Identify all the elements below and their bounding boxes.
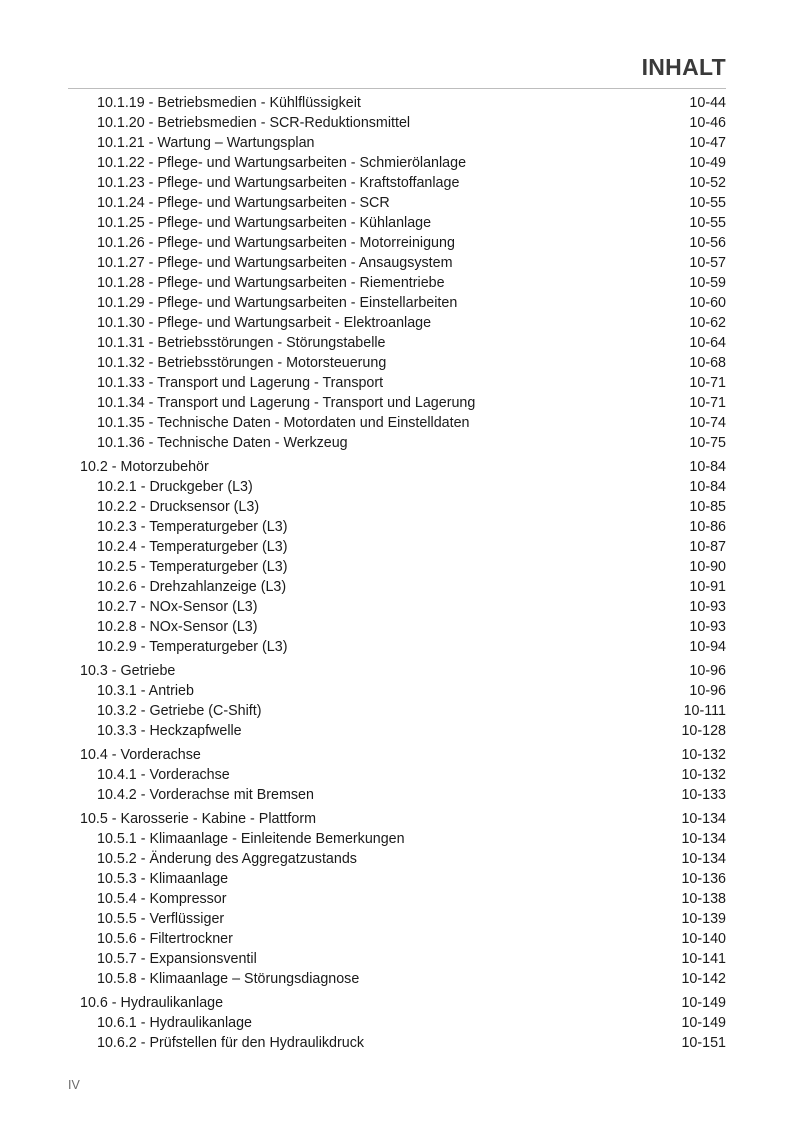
toc-subsection-entry[interactable]: [80, 597, 726, 617]
toc-entry-title: 10.5.6 - Filtertrockner: [97, 931, 233, 947]
toc-entry-page: 10-96: [689, 663, 726, 679]
toc-entry-title: 10.2.1 - Druckgeber (L3): [97, 479, 253, 495]
toc-entry-page: 10-75: [689, 435, 726, 451]
toc-subsection-entry[interactable]: [80, 497, 726, 517]
toc-subsection-entry[interactable]: [80, 681, 726, 701]
toc-subsection-entry[interactable]: [80, 849, 726, 869]
toc-subsection-entry[interactable]: [80, 929, 726, 949]
toc-entry-title: 10.2.8 - NOx-Sensor (L3): [97, 619, 258, 635]
toc-entry-title: 10.2.4 - Temperaturgeber (L3): [97, 539, 288, 555]
toc-entry-title: 10.5.3 - Klimaanlage: [97, 871, 229, 887]
toc-entry-title: 10.5.4 - Kompressor: [97, 891, 227, 907]
toc-entry-title: 10.1.21 - Wartung – Wartungsplan: [97, 135, 315, 151]
toc-subsection-entry[interactable]: [80, 969, 726, 989]
toc-subsection-entry[interactable]: [80, 133, 726, 153]
toc-entry-page: 10-138: [681, 891, 726, 907]
toc-entry-page: 10-57: [689, 255, 726, 271]
toc-entry-page: 10-93: [689, 619, 726, 635]
toc-subsection-entry[interactable]: [80, 637, 726, 657]
toc-entry-page: 10-94: [689, 639, 726, 655]
toc-entry-page: 10-91: [689, 579, 726, 595]
toc-subsection-entry[interactable]: [80, 1033, 726, 1053]
toc-entry-title: 10.1.34 - Transport und Lagerung - Transport und Lagerung: [97, 395, 476, 411]
toc-entry-title: 10.1.27 - Pflege- und Wartungsarbeiten - Ansaugsystem: [97, 255, 453, 271]
toc-entry-title: 10.2.7 - NOx-Sensor (L3): [97, 599, 258, 615]
toc-subsection-entry[interactable]: [80, 273, 726, 293]
toc-entry-page: 10-56: [689, 235, 726, 251]
toc-entry-page: 10-71: [689, 375, 726, 391]
toc-entry-page: 10-93: [689, 599, 726, 615]
toc-entry-title: 10.2.9 - Temperaturgeber (L3): [97, 639, 288, 655]
toc-subsection-entry[interactable]: [80, 829, 726, 849]
header-divider: [68, 88, 726, 89]
toc-entry-page: 10-71: [689, 395, 726, 411]
toc-subsection-entry[interactable]: [80, 701, 726, 721]
toc-entry-page: 10-128: [681, 723, 726, 739]
toc-entry-page: 10-132: [681, 747, 726, 763]
toc-entry-page: 10-142: [681, 971, 726, 987]
toc-entry-title: 10.5 - Karosserie - Kabine - Plattform: [80, 811, 316, 827]
toc-entry-page: 10-84: [689, 459, 726, 475]
toc-subsection-entry[interactable]: [80, 577, 726, 597]
toc-subsection-entry[interactable]: [80, 373, 726, 393]
toc-subsection-entry[interactable]: [80, 765, 726, 785]
toc-subsection-entry[interactable]: [80, 721, 726, 741]
toc-entry-page: 10-90: [689, 559, 726, 575]
toc-entry-title: 10.1.26 - Pflege- und Wartungsarbeiten - Motorreinigung: [97, 235, 455, 251]
toc-entry-title: 10.1.36 - Technische Daten - Werkzeug: [97, 435, 348, 451]
toc-entry-page: 10-59: [689, 275, 726, 291]
toc-entry-page: 10-74: [689, 415, 726, 431]
toc-entry-title: 10.3 - Getriebe: [80, 663, 176, 679]
toc-entry-page: 10-111: [683, 703, 726, 719]
toc-entry-page: 10-87: [689, 539, 726, 555]
toc-subsection-entry[interactable]: [80, 353, 726, 373]
toc-subsection-entry[interactable]: [80, 909, 726, 929]
toc-entry-title: 10.5.8 - Klimaanlage – Störungsdiagnose: [97, 971, 360, 987]
toc-entry-page: 10-139: [681, 911, 726, 927]
toc-entry-title: 10.4.2 - Vorderachse mit Bremsen: [97, 787, 314, 803]
toc-entry-title: 10.2.6 - Drehzahlanzeige (L3): [97, 579, 287, 595]
toc-subsection-entry[interactable]: [80, 517, 726, 537]
toc-entry-page: 10-64: [689, 335, 726, 351]
toc-subsection-entry[interactable]: [80, 113, 726, 133]
toc-entry-title: 10.1.19 - Betriebsmedien - Kühlflüssigkeit: [97, 95, 361, 111]
toc-entry-page: 10-44: [689, 95, 726, 111]
toc-entry-page: 10-60: [689, 295, 726, 311]
toc-subsection-entry[interactable]: [80, 869, 726, 889]
toc-subsection-entry[interactable]: [80, 537, 726, 557]
toc-entry-title: 10.1.23 - Pflege- und Wartungsarbeiten - Kraftstoffanlage: [97, 175, 460, 191]
toc-entry-page: 10-55: [689, 215, 726, 231]
toc-subsection-entry[interactable]: [80, 1013, 726, 1033]
toc-entry-title: 10.1.30 - Pflege- und Wartungsarbeit - Elektroanlage: [97, 315, 432, 331]
toc-entry-page: 10-52: [689, 175, 726, 191]
toc-entry-page: 10-134: [681, 831, 726, 847]
toc-subsection-entry[interactable]: [80, 889, 726, 909]
toc-entry-title: 10.1.24 - Pflege- und Wartungsarbeiten - SCR: [97, 195, 390, 211]
toc-subsection-entry[interactable]: [80, 413, 726, 433]
table-of-contents: [80, 93, 726, 1053]
toc-entry-title: 10.5.2 - Änderung des Aggregatzustands: [97, 851, 357, 867]
toc-subsection-entry[interactable]: [80, 785, 726, 805]
toc-entry-page: 10-149: [681, 995, 726, 1011]
toc-section-entry[interactable]: [80, 745, 726, 765]
toc-entry-title: 10.1.33 - Transport und Lagerung - Transport: [97, 375, 384, 391]
toc-entry-page: 10-149: [681, 1015, 726, 1031]
toc-entry-page: 10-47: [689, 135, 726, 151]
toc-subsection-entry[interactable]: [80, 213, 726, 233]
toc-subsection-entry[interactable]: [80, 233, 726, 253]
toc-entry-page: 10-96: [689, 683, 726, 699]
toc-entry-title: 10.6.1 - Hydraulikanlage: [97, 1015, 252, 1031]
toc-entry-page: 10-136: [681, 871, 726, 887]
toc-subsection-entry[interactable]: [80, 617, 726, 637]
toc-entry-title: 10.5.1 - Klimaanlage - Einleitende Bemerkungen: [97, 831, 405, 847]
toc-subsection-entry[interactable]: [80, 949, 726, 969]
toc-entry-page: 10-46: [689, 115, 726, 131]
toc-entry-page: 10-85: [689, 499, 726, 515]
toc-entry-title: 10.1.25 - Pflege- und Wartungsarbeiten - Kühlanlage: [97, 215, 432, 231]
toc-entry-title: 10.6.2 - Prüfstellen für den Hydraulikdruck: [97, 1035, 365, 1051]
toc-subsection-entry[interactable]: [80, 433, 726, 453]
toc-entry-title: 10.1.31 - Betriebsstörungen - Störungstabelle: [97, 335, 386, 351]
toc-entry-title: 10.1.32 - Betriebsstörungen - Motorsteuerung: [97, 355, 387, 371]
toc-entry-title: 10.2.3 - Temperaturgeber (L3): [97, 519, 288, 535]
toc-subsection-entry[interactable]: [80, 93, 726, 113]
toc-entry-title: 10.1.20 - Betriebsmedien - SCR-Reduktionsmittel: [97, 115, 411, 131]
toc-entry-title: 10.1.28 - Pflege- und Wartungsarbeiten - Riementriebe: [97, 275, 445, 291]
toc-section-entry[interactable]: [80, 993, 726, 1013]
toc-subsection-entry[interactable]: [80, 253, 726, 273]
toc-entry-title: 10.1.29 - Pflege- und Wartungsarbeiten - Einstellarbeiten: [97, 295, 458, 311]
toc-subsection-entry[interactable]: [80, 293, 726, 313]
toc-entry-title: 10.5.5 - Verflüssiger: [97, 911, 225, 927]
toc-entry-page: 10-49: [689, 155, 726, 171]
toc-entry-page: 10-86: [689, 519, 726, 535]
toc-entry-page: 10-68: [689, 355, 726, 371]
toc-entry-title: 10.3.1 - Antrieb: [97, 683, 194, 699]
page-title: INHALT: [641, 54, 726, 80]
toc-section-entry[interactable]: [80, 661, 726, 681]
toc-section-entry[interactable]: [80, 457, 726, 477]
toc-entry-page: 10-84: [689, 479, 726, 495]
toc-entry-title: 10.4 - Vorderachse: [80, 747, 201, 763]
toc-section-entry[interactable]: [80, 809, 726, 829]
toc-subsection-entry[interactable]: [80, 557, 726, 577]
toc-entry-title: 10.5.7 - Expansionsventil: [97, 951, 257, 967]
toc-entry-page: 10-132: [681, 767, 726, 783]
toc-subsection-entry[interactable]: [80, 333, 726, 353]
footer-page-number: IV: [68, 1078, 80, 1092]
toc-entry-page: 10-62: [689, 315, 726, 331]
toc-entry-title: 10.2.2 - Drucksensor (L3): [97, 499, 260, 515]
toc-entry-title: 10.3.3 - Heckzapfwelle: [97, 723, 242, 739]
toc-subsection-entry[interactable]: [80, 193, 726, 213]
toc-subsection-entry[interactable]: [80, 393, 726, 413]
toc-entry-page: 10-55: [689, 195, 726, 211]
toc-entry-title: 10.6 - Hydraulikanlage: [80, 995, 224, 1011]
toc-entry-page: 10-134: [681, 851, 726, 867]
toc-subsection-entry[interactable]: [80, 477, 726, 497]
toc-entry-page: 10-140: [681, 931, 726, 947]
toc-subsection-entry[interactable]: [80, 153, 726, 173]
toc-entry-title: 10.1.35 - Technische Daten - Motordaten und Einstelldaten: [97, 415, 470, 431]
toc-entry-title: 10.1.22 - Pflege- und Wartungsarbeiten - Schmierölanlage: [97, 155, 467, 171]
toc-entry-page: 10-151: [681, 1035, 726, 1051]
toc-subsection-entry[interactable]: [80, 313, 726, 333]
toc-entry-page: 10-141: [681, 951, 726, 967]
toc-entry-title: 10.2.5 - Temperaturgeber (L3): [97, 559, 288, 575]
toc-subsection-entry[interactable]: [80, 173, 726, 193]
toc-entry-title: 10.3.2 - Getriebe (C-Shift): [97, 703, 262, 719]
toc-entry-title: 10.2 - Motorzubehör: [80, 459, 209, 475]
toc-entry-title: 10.4.1 - Vorderachse: [97, 767, 230, 783]
toc-entry-page: 10-134: [681, 811, 726, 827]
toc-entry-page: 10-133: [681, 787, 726, 803]
